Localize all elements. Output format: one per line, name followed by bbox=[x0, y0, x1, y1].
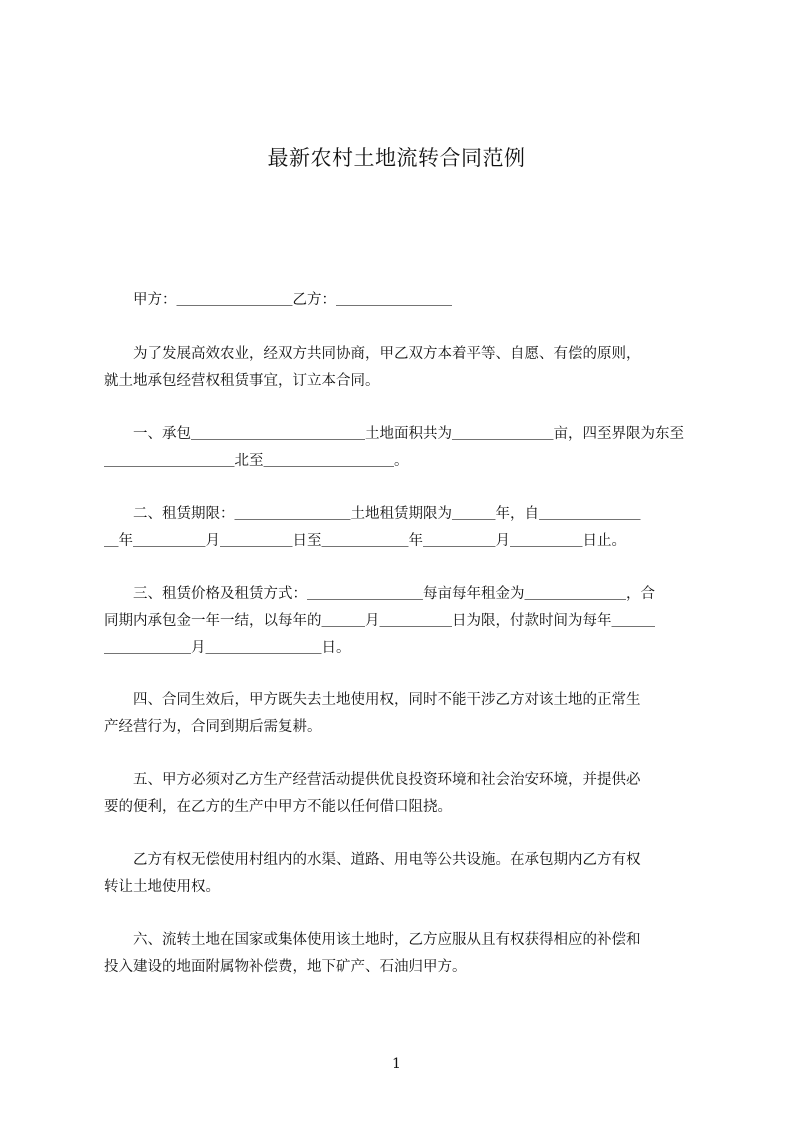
preamble-line-1: 为了发展高效农业，经双方共同协商，甲乙双方本着平等、自愿、有偿的原则， bbox=[104, 346, 641, 362]
clause-1-line-2: ＿＿＿＿＿＿＿＿＿北至＿＿＿＿＿＿＿＿＿。 bbox=[104, 453, 409, 469]
clause-5-line-2: 要的便利，在乙方的生产中甲方不能以任何借口阻挠。 bbox=[104, 799, 452, 815]
party-b-rights-line-2: 转让土地使用权。 bbox=[104, 879, 220, 895]
document-title: 最新农村土地流转合同范例 bbox=[267, 146, 526, 170]
clause-4-line-1: 四、合同生效后，甲方既失去土地使用权，同时不能干涉乙方对该土地的正常生 bbox=[104, 692, 641, 708]
clause-3-line-1: 三、租赁价格及租赁方式：＿＿＿＿＿＿＿＿每亩每年租金为＿＿＿＿＿＿＿，合 bbox=[104, 586, 655, 602]
clause-3-line-2: 同期内承包金一年一结，以每年的＿＿＿月＿＿＿＿＿日为限，付款时间为每年＿＿＿ bbox=[104, 613, 655, 629]
clause-4-line-2: 产经营行为，合同到期后需复耕。 bbox=[104, 719, 322, 735]
parties-line: 甲方：＿＿＿＿＿＿＿＿乙方：＿＿＿＿＿＿＿＿ bbox=[104, 292, 452, 308]
clause-6-line-1: 六、流转土地在国家或集体使用该土地时，乙方应服从且有权获得相应的补偿和 bbox=[104, 932, 641, 948]
preamble-line-2: 就土地承包经营权租赁事宜，订立本合同。 bbox=[104, 373, 380, 389]
party-b-rights-line-1: 乙方有权无偿使用村组内的水渠、道路、用电等公共设施。在承包期内乙方有权 bbox=[104, 852, 641, 868]
clause-1-line-1: 一、承包＿＿＿＿＿＿＿＿＿＿＿＿土地面积共为＿＿＿＿＿＿＿亩，四至界限为东至 bbox=[104, 426, 684, 442]
clause-2-line-2: ＿年＿＿＿＿＿月＿＿＿＿＿日至＿＿＿＿＿＿年＿＿＿＿＿月＿＿＿＿＿日止。 bbox=[104, 533, 626, 549]
clause-5-line-1: 五、甲方必须对乙方生产经营活动提供优良投资环境和社会治安环境，并提供必 bbox=[104, 772, 641, 788]
clause-2-line-1: 二、租赁期限：＿＿＿＿＿＿＿＿土地租赁期限为＿＿＿年，自＿＿＿＿＿＿＿ bbox=[104, 506, 641, 522]
page-number: 1 bbox=[392, 1056, 401, 1072]
clause-6-line-2: 投入建设的地面附属物补偿费，地下矿产、石油归甲方。 bbox=[104, 959, 467, 975]
clause-3-line-3: ＿＿＿＿＿＿月＿＿＿＿＿＿＿＿日。 bbox=[104, 640, 351, 656]
